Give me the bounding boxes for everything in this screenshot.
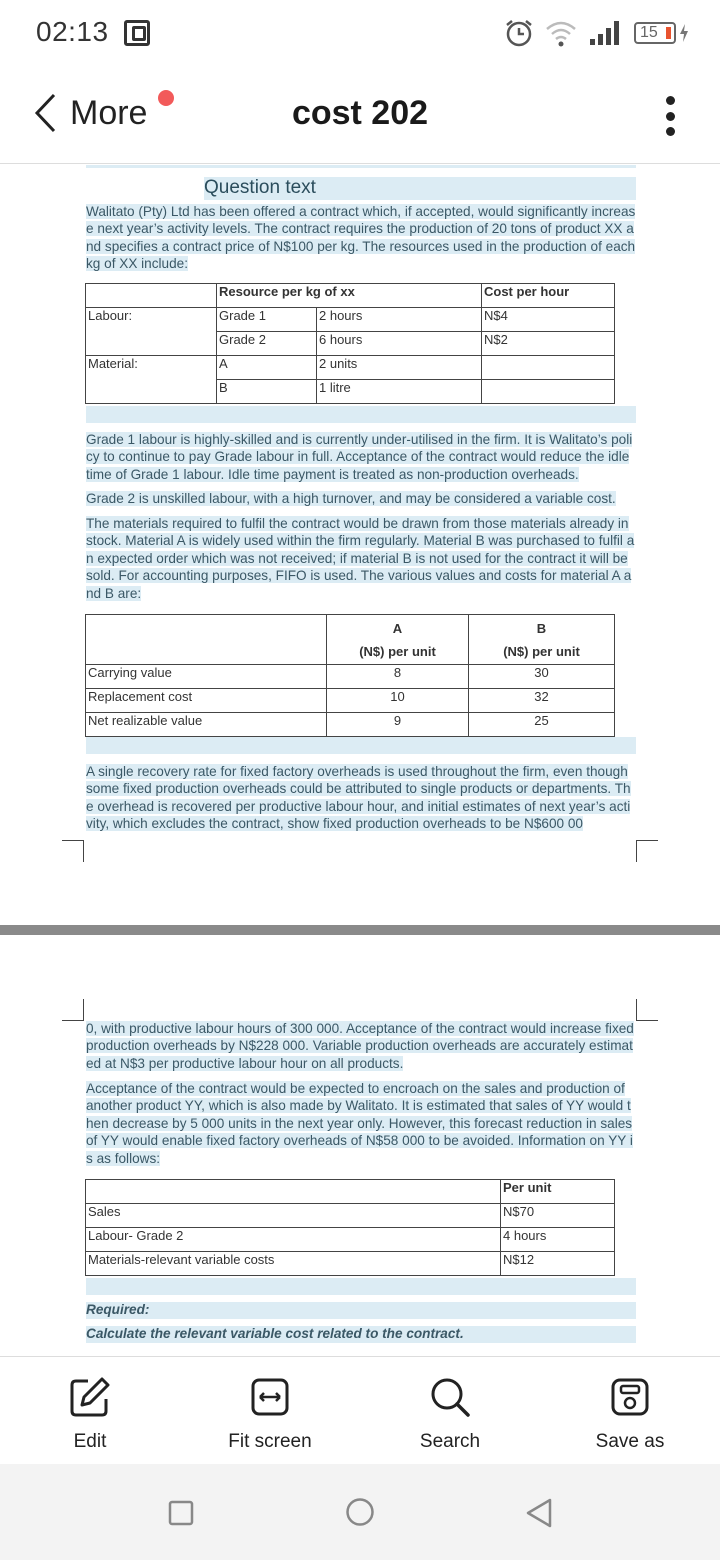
system-navigation-bar — [0, 1464, 720, 1560]
yy-table — [85, 1179, 615, 1276]
alarm-icon — [504, 18, 534, 48]
column-b-header: B (N$) per unit — [469, 615, 615, 665]
app-header — [0, 66, 720, 164]
status-icons — [504, 17, 690, 49]
search-icon — [428, 1375, 472, 1419]
resource-header: Resource per kg of xx — [217, 284, 482, 308]
yy-paragraph: Acceptance of the contract would be expected to encroach on the sales and production of another product YY, which is also made by Walitato. It is estimated that sales of YY would then decrease by 5 000 units in the next year only. However, this forecast reduction in sales of YY would enable fixed factory overheads of N$58 000 to be avoided. Information on YY is as follows: — [86, 1081, 633, 1166]
table-cell — [482, 356, 615, 380]
table-cell: A — [217, 356, 317, 380]
bottom-toolbar — [0, 1356, 720, 1464]
grade2-paragraph: Grade 2 is unskilled labour, with a high turnover, and may be considered a variable cost. — [86, 491, 616, 506]
status-time: 02:13 — [36, 16, 109, 47]
crop-mark — [62, 840, 84, 862]
table-cell: N$4 — [482, 308, 615, 332]
fit-screen-button[interactable] — [200, 1375, 340, 1453]
table-cell: 30 — [469, 665, 615, 689]
highlight-bar — [86, 406, 636, 423]
save-icon — [608, 1375, 652, 1419]
overhead-paragraph-page1: A single recovery rate for fixed factory overheads is used throughout the firm, even though some fixed production overheads could be attributed to single products or departments. The overhead is recovered per productive labour hour, and initial estimates of next year’s activity, which excludes the contract, show fixed production overheads to be N$600 00 — [86, 764, 631, 832]
back-triangle-icon[interactable] — [524, 1497, 554, 1529]
table-cell — [86, 332, 217, 356]
materials-paragraph: The materials required to fulfil the contract would be drawn from those materials already in stock. Material A is widely used within the firm regularly. Material B was purchased to fulfil an expected order which was not received; if material B is not used for the contract it will be sold. For accounting purposes, FIFO is used. The various values and costs for material A and B are: — [86, 516, 635, 601]
question-heading: Question text — [204, 177, 636, 200]
save-as-label: Save as — [595, 1431, 665, 1452]
recents-icon[interactable] — [168, 1500, 194, 1526]
table-cell: 6 hours — [317, 332, 482, 356]
table-cell: Grade 1 — [217, 308, 317, 332]
table-cell: Replacement cost — [86, 689, 327, 713]
crop-mark — [62, 999, 84, 1021]
material-table — [85, 614, 615, 737]
search-label: Search — [419, 1431, 481, 1452]
more-options-icon[interactable] — [664, 96, 676, 136]
wifi-icon — [544, 19, 578, 47]
category-material: Material: — [86, 356, 217, 380]
per-unit-header: Per unit — [501, 1180, 615, 1204]
category-labour: Labour: — [86, 308, 217, 332]
search-button[interactable] — [380, 1375, 520, 1453]
table-cell: N$12 — [501, 1252, 615, 1276]
table-cell — [482, 380, 615, 404]
table-cell: Labour- Grade 2 — [86, 1228, 501, 1252]
required-text: Calculate the relevant variable cost related to the contract. — [86, 1326, 464, 1341]
column-a-header: A (N$) per unit — [327, 615, 469, 665]
fit-screen-label: Fit screen — [228, 1431, 312, 1452]
highlight-bar — [86, 1278, 636, 1295]
table-cell: 8 — [327, 665, 469, 689]
intro-paragraph: Walitato (Pty) Ltd has been offered a contract which, if accepted, would significantly increase next year’s activity levels. The contract requires the production of 20 tons of product XX and specifies a contract price of N$100 per kg. The resources used in the production of each kg of XX include: — [86, 204, 636, 272]
required-label: Required: — [86, 1302, 150, 1317]
app-notification-icon — [124, 20, 150, 46]
table-cell: 9 — [327, 713, 469, 737]
signal-icon — [588, 19, 624, 47]
edit-label: Edit — [73, 1431, 107, 1452]
home-icon[interactable] — [345, 1497, 375, 1527]
table-cell: N$2 — [482, 332, 615, 356]
status-bar — [0, 0, 720, 66]
edit-icon — [68, 1375, 112, 1419]
table-cell: Sales — [86, 1204, 501, 1228]
fit-screen-icon — [248, 1375, 292, 1419]
highlight-bar — [86, 1302, 636, 1319]
back-label: More — [70, 93, 148, 132]
grade1-paragraph: Grade 1 labour is highly-skilled and is currently under-utilised in the firm. It is Walitato’s policy to continue to pay Grade labour in full. Acceptance of the contract would reduce the idle time of Grade 1 labour. Idle time payment is treated as non-production overheads. — [86, 432, 633, 482]
document-viewer[interactable] — [0, 165, 720, 1355]
overhead-paragraph-page2: 0, with productive labour hours of 300 000. Acceptance of the contract would increase fixed production overheads by N$228 000. Variable production overheads are accurately estimated at N$3 per productive labour hour on all products. — [86, 1021, 634, 1071]
table-cell: Carrying value — [86, 665, 327, 689]
table-cell: 2 units — [317, 356, 482, 380]
page-separator — [0, 925, 720, 935]
highlight-bar — [86, 737, 636, 754]
table-cell: 1 litre — [317, 380, 482, 404]
table-cell: Grade 2 — [217, 332, 317, 356]
table-cell: 2 hours — [317, 308, 482, 332]
crop-mark — [636, 840, 658, 862]
battery-level: 15 — [640, 24, 658, 41]
table-cell: 32 — [469, 689, 615, 713]
table-cell: 10 — [327, 689, 469, 713]
table-cell: Net realizable value — [86, 713, 327, 737]
table-cell: 4 hours — [501, 1228, 615, 1252]
charging-icon — [678, 23, 690, 43]
table-cell — [86, 380, 217, 404]
edit-button[interactable] — [20, 1375, 160, 1453]
table-cell: 25 — [469, 713, 615, 737]
resource-table — [85, 283, 615, 404]
document-title: cost 202 — [291, 94, 429, 132]
highlight-bar — [86, 165, 636, 168]
battery-icon — [634, 22, 690, 44]
table-cell: B — [217, 380, 317, 404]
table-cell: Materials-relevant variable costs — [86, 1252, 501, 1276]
table-cell: N$70 — [501, 1204, 615, 1228]
crop-mark — [636, 999, 658, 1021]
cost-header: Cost per hour — [482, 284, 615, 308]
save-as-button[interactable] — [560, 1375, 700, 1453]
